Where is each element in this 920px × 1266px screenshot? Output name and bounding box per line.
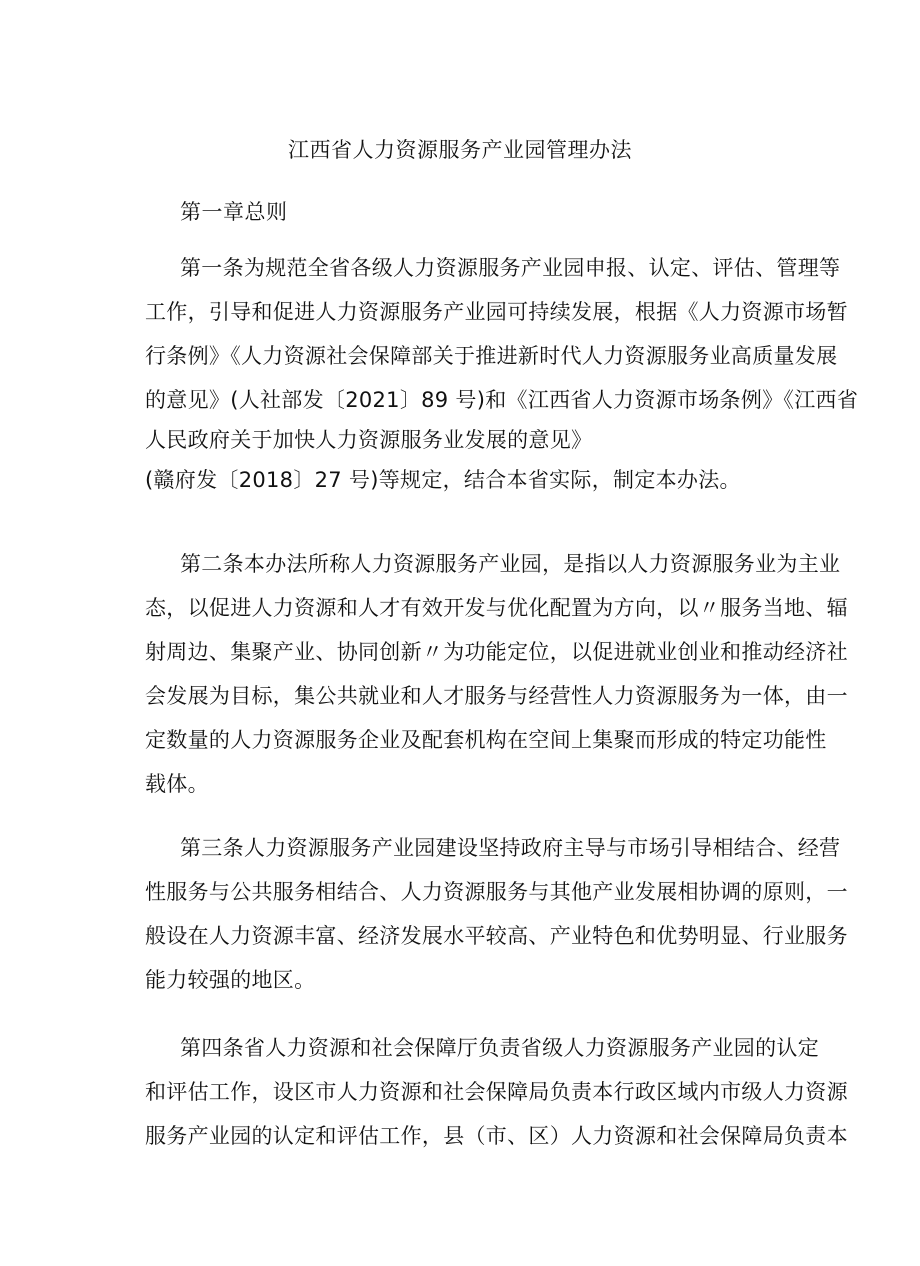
paragraph-line: 性服务与公共服务相结合、人力资源服务与其他产业发展相协调的原则，一 xyxy=(145,880,848,904)
paragraph-line: 和评估工作，设区市人力资源和社会保障局负责本行政区域内市级人力资源 xyxy=(145,1080,848,1104)
paragraph-line: 会发展为目标，集公共就业和人才服务与经营性人力资源服务为一体，由一 xyxy=(145,684,848,708)
paragraph-line: (赣府发〔2018〕27 号)等规定，结合本省实际，制定本办法。 xyxy=(145,468,741,492)
document-title: 江西省人力资源服务产业园管理办法 xyxy=(288,138,632,162)
paragraph-line: 行条例》《人力资源社会保障部关于推进新时代人力资源服务业高质量发展 xyxy=(145,344,838,368)
article-3-paragraph xyxy=(145,826,848,1002)
paragraph-line: 射周边、集聚产业、协同创新〃为功能定位，以促进就业创业和推动经济社 xyxy=(145,640,848,664)
chapter-heading: 第一章总则 xyxy=(180,200,288,224)
paragraph-line: 定数量的人力资源服务企业及配套机构在空间上集聚而形成的特定功能性 xyxy=(145,728,827,752)
paragraph-line: 般设在人力资源丰富、经济发展水平较高、产业特色和优势明显、行业服务 xyxy=(145,924,848,948)
paragraph-line: 工作，引导和促进人力资源服务产业园可持续发展，根据《人力资源市场暂 xyxy=(145,300,848,324)
paragraph-line: 的意见》(人社部发〔2021〕89 号)和《江西省人力资源市场条例》《江西省 xyxy=(145,388,859,412)
paragraph-line: 第三条人力资源服务产业园建设坚持政府主导与市场引导相结合、经营 xyxy=(180,836,841,860)
paragraph-line: 能力较强的地区。 xyxy=(145,968,316,992)
paragraph-line: 服务产业园的认定和评估工作，县（市、区）人力资源和社会保障局负责本 xyxy=(145,1124,848,1148)
paragraph-line: 第四条省人力资源和社会保障厅负责省级人力资源服务产业园的认定 xyxy=(180,1036,819,1060)
paragraph-line: 态，以促进人力资源和人才有效开发与优化配置为方向，以〃服务当地、辐 xyxy=(145,596,848,620)
article-2-paragraph xyxy=(145,542,848,806)
paragraph-line: 第二条本办法所称人力资源服务产业园，是指以人力资源服务业为主业 xyxy=(180,552,841,576)
article-4-paragraph xyxy=(145,1026,848,1158)
article-1-paragraph xyxy=(145,246,859,502)
paragraph-line: 人民政府关于加快人力资源服务业发展的意见》 xyxy=(145,428,593,452)
paragraph-line: 载体。 xyxy=(145,772,209,796)
paragraph-line: 第一条为规范全省各级人力资源服务产业园申报、认定、评估、管理等 xyxy=(180,256,841,280)
